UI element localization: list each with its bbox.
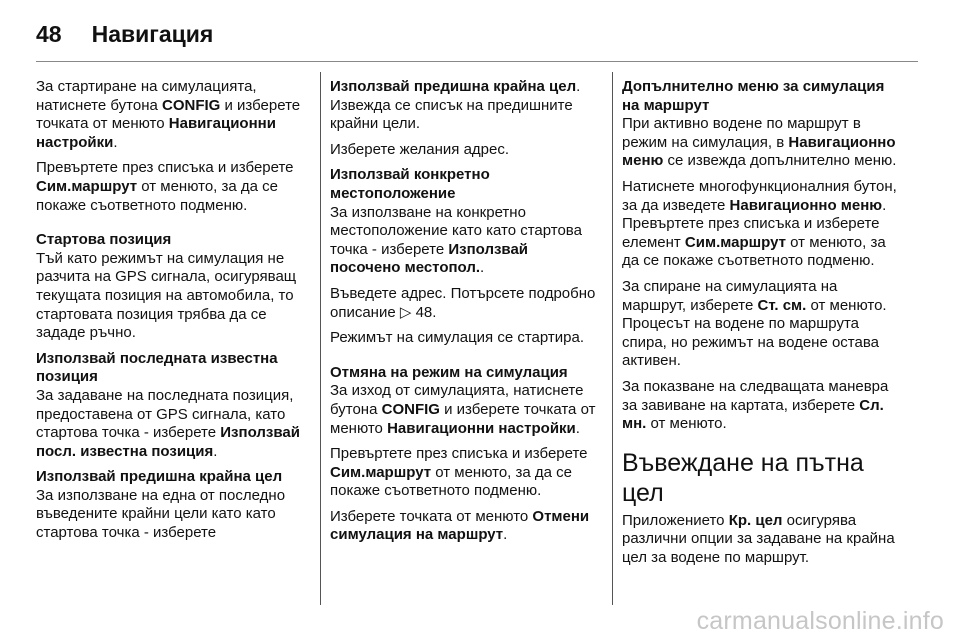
paragraph: Режимът на симулация се стартира. [330, 329, 585, 347]
paragraph: Натиснете многофункционалния бутон, за да изведете Навигационно меню. Превъртете през списъка и изберете елемент Сим.маршрут от менюто, за да се покаже съответното подменю. [622, 177, 897, 270]
ui-term: Навигационно меню [622, 133, 896, 170]
section-specific-location: Използвай конкретно местоположение За използване на конкретно местоположение като като стартова точка - изберете Използвай посочено местопол.. [330, 166, 602, 278]
section-cancel-simulation: Отмяна на режим на симулация За изход от симулацията, натиснете бутона CONFIG и изберете точката от менюто Навигационни настройки. [330, 364, 602, 438]
column-1 [36, 78, 308, 550]
page-header [36, 14, 213, 54]
watermark: carmanualsonline.info [696, 607, 944, 635]
ui-term: Използвай посл. известна позиция [36, 424, 300, 460]
column-divider-1 [320, 72, 321, 605]
paragraph: За спиране на симулацията на маршрут, изберете Ст. см. от менюто. Процесът на водене по маршрута спира, но режимът на водене остава активен. [622, 277, 887, 370]
paragraph: Превъртете през списъка и изберете Сим.маршрут от менюто, за да се покаже съответното подменю. [330, 445, 588, 500]
section-heading-destination-entry: Въвеждане на пътна цел [622, 448, 864, 507]
paragraph: Изберете точката от менюто Отмени симулация на маршрут. [330, 507, 590, 544]
ui-term: CONFIG [161, 96, 221, 114]
section-heading: Използвай предишна крайна цел [36, 468, 283, 486]
section-heading: Отмяна на режим на симулация [330, 363, 568, 381]
paragraph: Използвай предишна крайна цел. Извежда се списък на предишните крайни цели. [330, 78, 581, 133]
header-divider [36, 61, 918, 62]
paragraph: Изберете желания адрес. [330, 140, 510, 158]
section-last-known-position: Използвай последната известна позиция За задаване на последната позиция, предоставена от GPS сигнала, като стартова точка - изберете Използвай посл. известна позиция. [36, 350, 308, 462]
ui-term: Отмени симулация на маршрут [330, 507, 590, 544]
ui-term: Сим.маршрут [684, 233, 786, 251]
paragraph: Приложението Кр. цел осигурява различни опции за задаване на крайна цел за водене по маршрут. [622, 511, 895, 566]
ui-term: Навигационни настройки [387, 419, 576, 437]
ui-term: Кр. цел [728, 511, 783, 529]
section-heading: Стартова позиция [36, 231, 172, 249]
page-title: Навигация [91, 20, 214, 47]
column-3 [622, 78, 898, 574]
ui-term: Сим.маршрут [36, 177, 138, 195]
section-heading: Използвай конкретно местоположение [330, 166, 490, 202]
paragraph: За показване на следващата маневра за завиване на картата, изберете Сл. мн. от менюто. [622, 377, 889, 433]
page-number: 48 [36, 20, 62, 47]
ui-term: Сим.маршрут [330, 463, 432, 481]
paragraph: За стартиране на симулацията, натиснете бутона CONFIG и изберете точката от менюто Навигационни настройки. [36, 78, 301, 151]
column-divider-2 [612, 72, 613, 605]
ui-term: Навигационни настройки [36, 115, 276, 151]
ui-term: Използвай предишна крайна цел [330, 78, 577, 95]
ui-term: Използвай посочено местопол. [330, 240, 529, 277]
section-start-position: Стартова позиция Тъй като режимът на симулация не разчита на GPS сигнала, осигуряващ текущата позиция на автомобила, то стартовата позиция трябва да се зададе ръчно. [36, 231, 308, 343]
ui-term: Ст. см. [757, 296, 807, 314]
paragraph: Превъртете през списъка и изберете Сим.маршрут от менюто, за да се покаже съответното подменю. [36, 159, 294, 214]
ui-term: Навигационно меню [729, 196, 883, 214]
ui-term: CONFIG [381, 400, 440, 418]
paragraph: Въведете адрес. Потърсете подробно описание ▷ 48. [330, 284, 596, 321]
page-reference-icon: ▷ [399, 303, 412, 321]
column-2 [330, 78, 602, 552]
section-heading: Използвай последната известна позиция [36, 349, 278, 386]
section-previous-destination: Използвай предишна крайна цел За използване на една от последно въведените крайни цели като като стартова точка - изберете [36, 468, 308, 542]
section-extra-menu: Допълнително меню за симулация на маршрут При активно водене по маршрут в режим на симулация, в Навигационно меню се извежда допълнително меню. [622, 78, 897, 170]
section-heading: Допълнително меню за симулация на маршрут [622, 78, 885, 114]
ui-term: Сл. мн. [622, 396, 884, 433]
